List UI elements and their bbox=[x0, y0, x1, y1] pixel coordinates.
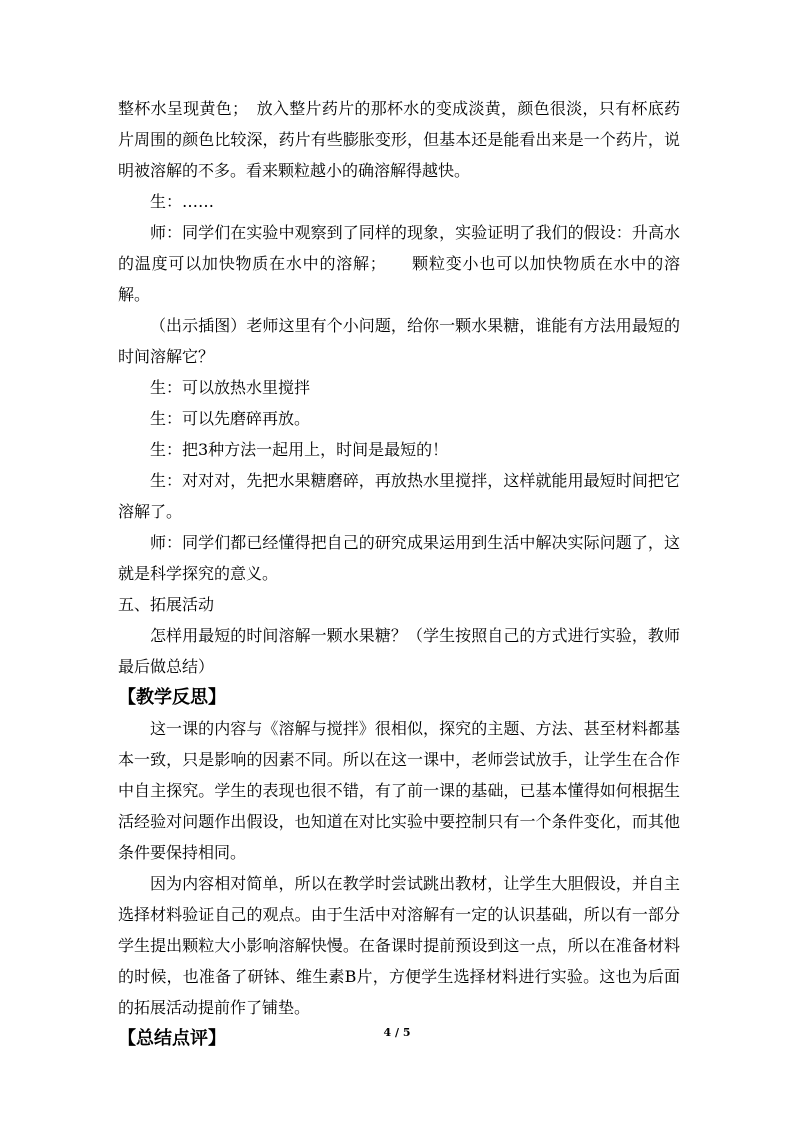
page-number: 4 / 5 bbox=[383, 1026, 411, 1039]
paragraph-student-answer-3: 生：把3种方法一起用上，时间是最短的！ bbox=[150, 440, 449, 459]
paragraph-reflection-1: 这一课的内容与《溶解与搅拌》很相似，探究的主题、方法、甚至材料都基本一致，只是影响的因素不同。所以在这一课中，老师尝试放手，让学生在合作中自主探究。学生的表现也很不错，有了前一课的基础，已基本懂得如何根据生活经验对问题作出假设，也知道在对比实验中要控制只有一个条件变化，而其他条件要保持相同。 bbox=[118, 719, 680, 862]
heading-summary-review: 【总结点评】 bbox=[118, 1028, 226, 1049]
paragraph-reflection-2: 因为内容相对简单，所以在教学时尝试跳出教材，让学生大胆假设，并自主选择材料验证自己的观点。由于生活中对溶解有一定的认识基础，所以有一部分学生提出颗粒大小影响溶解快慢。在备课时提前预设到这一点，所以在准备材料的时候，也准备了研钵、维生素B片，方便学生选择材料进行实验。这也为后面的拓展活动提前作了铺垫。 bbox=[118, 874, 680, 1017]
paragraph-continuation: 整杯水呈现黄色； 放入整片药片的那杯水的变成淡黄，颜色很淡，只有杯底药片周围的颜色比较深，药片有些膨胀变形，但基本还是能看出来是一个药片，说明被溶解的不多。看来颗粒越小的确溶解得越快。 bbox=[118, 99, 680, 180]
paragraph-extension-activity: 怎样用最短的时间溶解一颗水果糖？（学生按照自己的方式进行实验，教师最后做总结） bbox=[118, 626, 680, 676]
paragraph-teacher-conclusion: 师：同学们在实验中观察到了同样的现象，实验证明了我们的假设：升高水的温度可以加快物质在水中的溶解； 颗粒变小也可以加快物质在水中的溶解。 bbox=[118, 223, 680, 304]
document-body bbox=[118, 93, 680, 1054]
paragraph-teacher-summary: 师：同学们都已经懂得把自己的研究成果运用到生活中解决实际问题了，这就是科学探究的意义。 bbox=[118, 533, 680, 583]
paragraph-candy-question: （出示插图）老师这里有个小问题，给你一颗水果糖，谁能有方法用最短的时间溶解它？ bbox=[118, 316, 680, 366]
paragraph-student-answer-1: 生：可以放热水里搅拌 bbox=[150, 378, 311, 397]
section-title-extension: 五、拓展活动 bbox=[118, 595, 215, 614]
paragraph-student-reply: 生：…… bbox=[150, 192, 215, 211]
heading-teaching-reflection: 【教学反思】 bbox=[118, 687, 226, 708]
paragraph-student-answer-2: 生：可以先磨碎再放。 bbox=[150, 409, 311, 428]
paragraph-student-answer-4: 生：对对对，先把水果糖磨碎，再放热水里搅拌，这样就能用最短时间把它溶解了。 bbox=[118, 471, 680, 521]
